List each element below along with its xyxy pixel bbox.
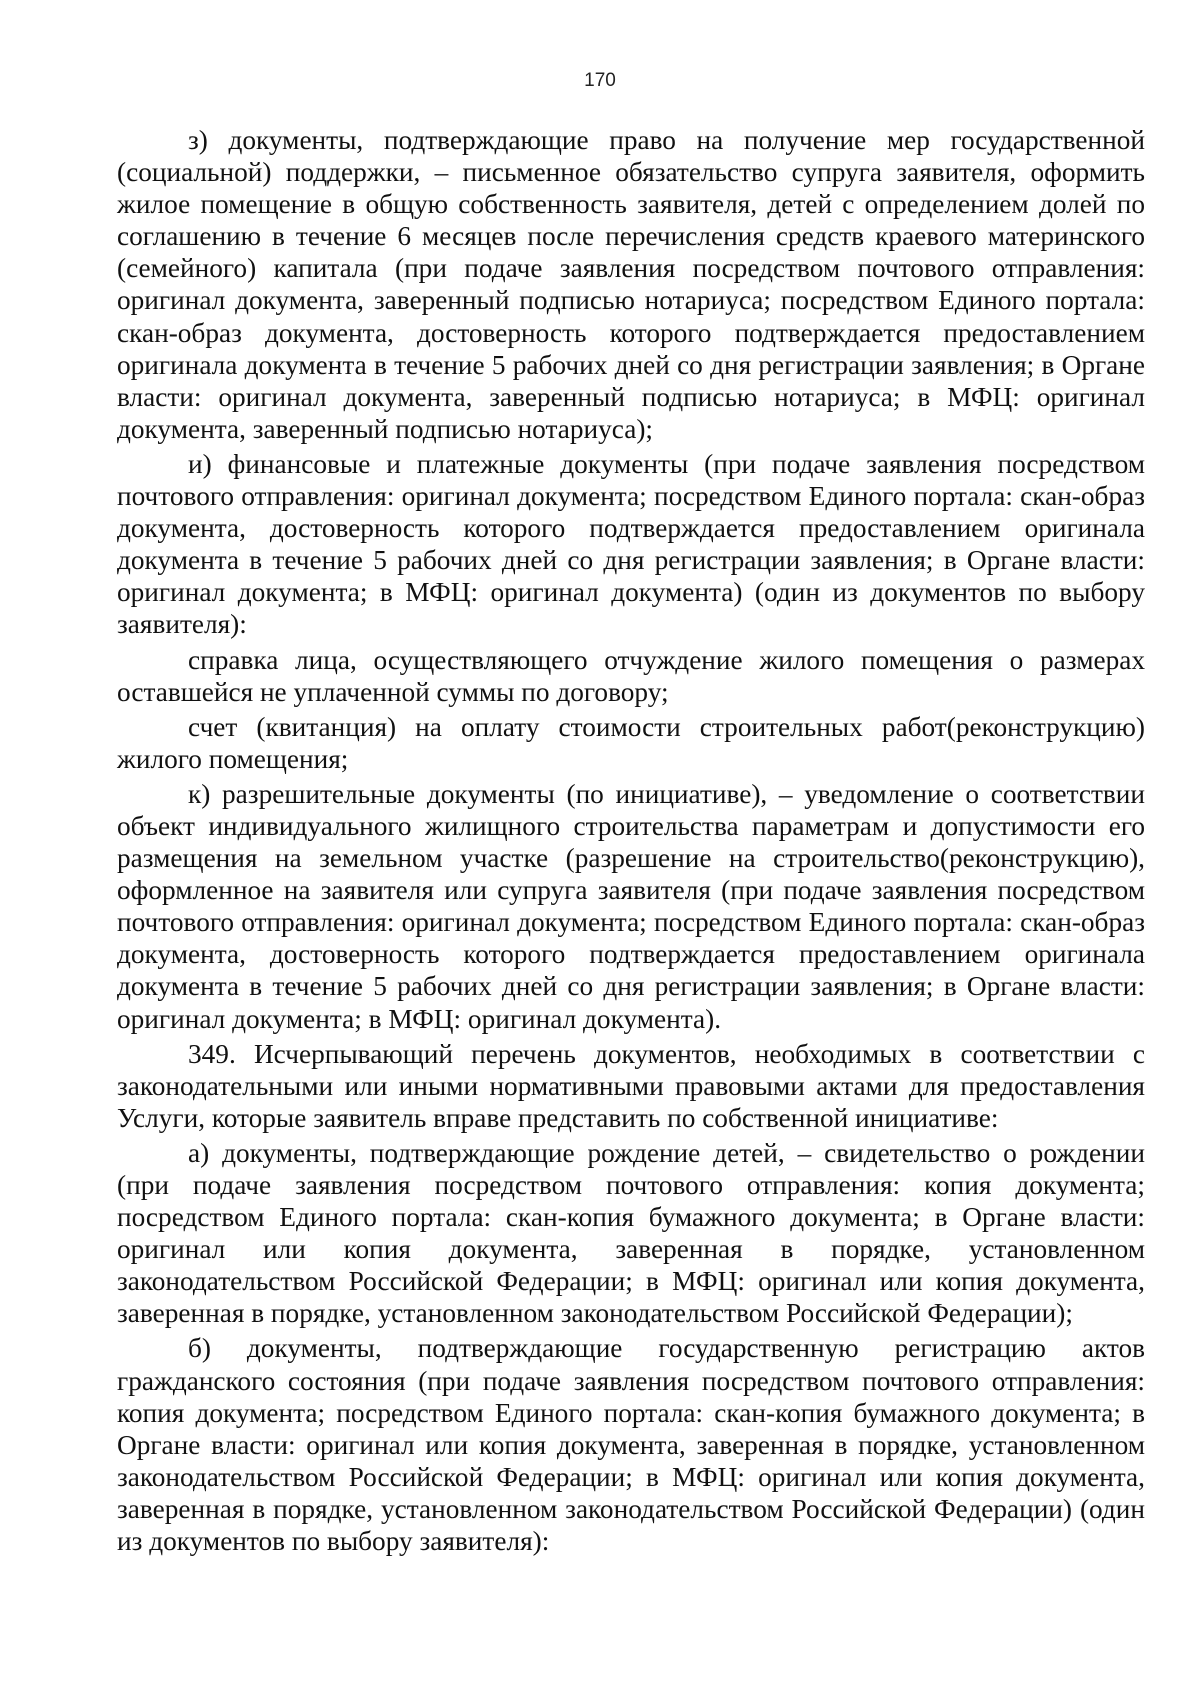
paragraph-seller-certificate: справка лица, осуществляющего отчуждение жилого помещения о размерах оставшейся не уплаченной суммы по договору; — [117, 644, 1145, 707]
document-body — [117, 124, 1145, 1560]
paragraph-349-document-list: 349. Исчерпывающий перечень документов, необходимых в соответствии с законодательными или иными нормативными правовыми актами для предоставления Услуги, которые заявитель вправе представить по собственной инициативе: — [117, 1038, 1145, 1133]
paragraph-a-birth-documents: а) документы, подтверждающие рождение детей, – свидетельство о рождении (при подаче заявления посредством почтового отправления: копия документа; посредством Единого портала: скан-копия бумажного документа; в Органе власти: оригинал или копия документа, заверенная в порядке, установленном законодательством Российской Федерации; в МФЦ: оригинал или копия документа, заверенная в порядке, установленном законодательством Российской Федерации); — [117, 1137, 1145, 1329]
paragraph-b-civil-status-documents: б) документы, подтверждающие государственную регистрацию актов гражданского состояния (при подаче заявления посредством почтового отправления: копия документа; посредством Единого портала: скан-копия бумажного документа; в Органе власти: оригинал или копия документа, заверенная в порядке, установленном законодательством Российской Федерации; в МФЦ: оригинал или копия документа, заверенная в порядке, установленном законодательством Российской Федерации) (один из документов по выбору заявителя): — [117, 1333, 1145, 1557]
paragraph-k-permit-documents: к) разрешительные документы (по инициативе), – уведомление о соответствии объект индивидуального жилищного строительства параметрам и допустимости его размещения на земельном участке (разрешение на строительство(реконструкцию), оформленное на заявителя или супруга заявителя (при подаче заявления посредством почтового отправления: оригинал документа; посредством Единого портала: скан-образ документа, достоверность которого подтверждается предоставлением оригинала документа в течение 5 рабочих дней со дня регистрации заявления; в Органе власти: оригинал документа; в МФЦ: оригинал документа). — [117, 778, 1145, 1034]
paragraph-i-financial-documents: и) финансовые и платежные документы (при подаче заявления посредством почтового отправления: оригинал документа; посредством Единого портала: скан-образ документа, достоверность которого подтверждается предоставлением оригинала документа в течение 5 рабочих дней со дня регистрации заявления; в Органе власти: оригинал документа; в МФЦ: оригинал документа) (один из документов по выбору заявителя): — [117, 448, 1145, 640]
page-number: 170 — [584, 70, 616, 91]
paragraph-z-supporting-documents: з) документы, подтверждающие право на получение мер государственной (социальной) поддержки, – письменное обязательство супруга заявителя, оформить жилое помещение в общую собственность заявителя, детей с определением долей по соглашению в течение 6 месяцев после перечисления средств краевого материнского (семейного) капитала (при подаче заявления посредством почтового отправления: оригинал документа, заверенный подписью нотариуса; посредством Единого портала: скан-образ документа, достоверность которого подтверждается предоставлением оригинала документа в течение 5 рабочих дней со дня регистрации заявления; в Органе власти: оригинал документа, заверенный подписью нотариуса; в МФЦ: оригинал документа, заверенный подписью нотариуса); — [117, 125, 1145, 444]
paragraph-invoice: счет (квитанция) на оплату стоимости строительных работ(реконструкцию) жилого помещения; — [117, 711, 1145, 774]
